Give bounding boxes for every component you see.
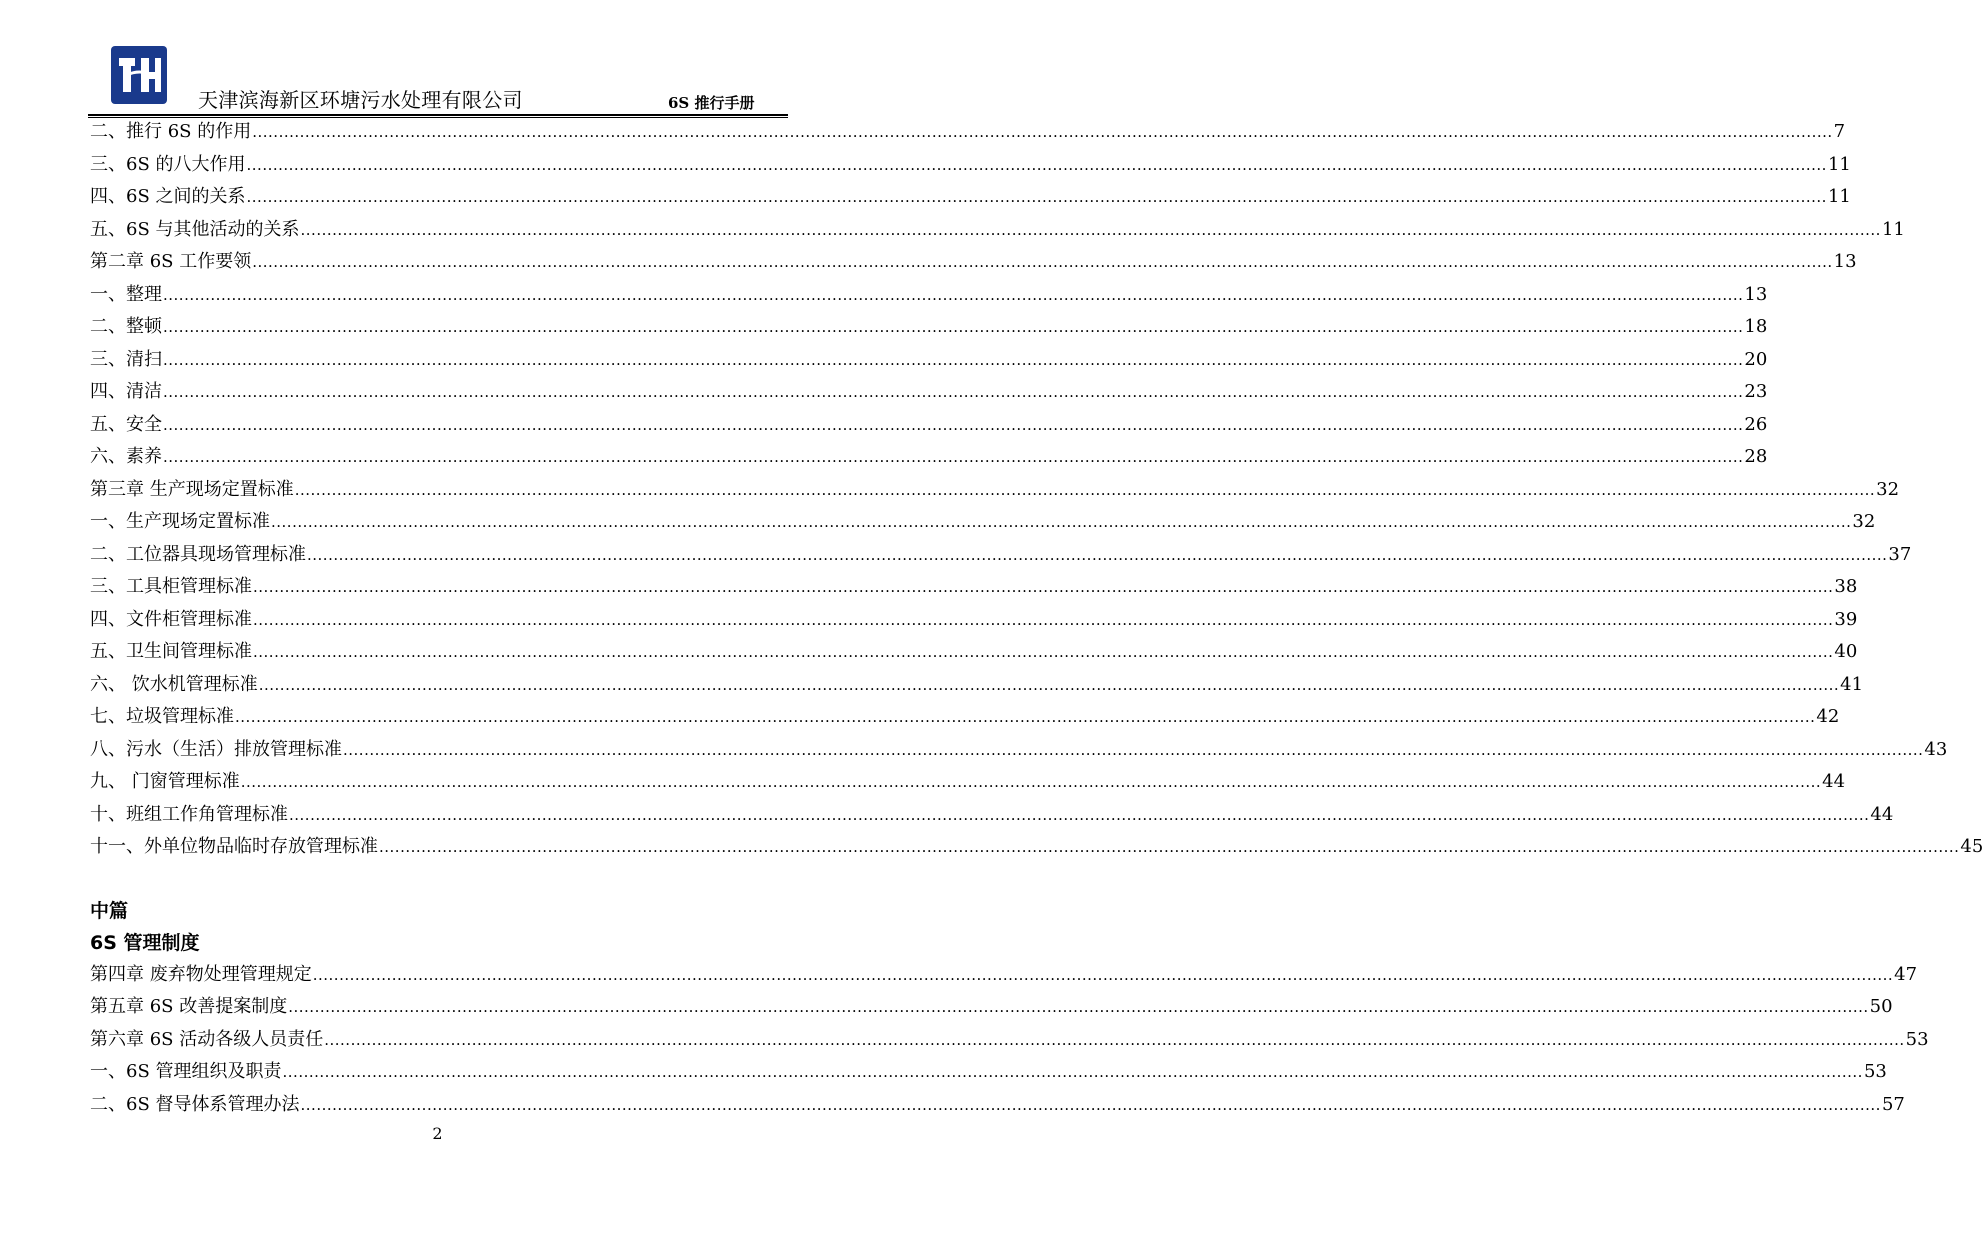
toc-entry[interactable] xyxy=(90,959,1918,992)
toc-entry-label: 第六章 6S 活动各级人员责任 xyxy=(90,1028,324,1050)
toc-entry-label: 十、班组工作角管理标准 xyxy=(90,803,288,825)
toc-leader-dots: ............................................................................................................................................................................................................................................................................................................ xyxy=(240,773,1822,791)
toc-entry-page: 32 xyxy=(1852,511,1876,532)
toc-entry-label: 第三章 生产现场定置标准 xyxy=(90,478,294,500)
toc-entry[interactable] xyxy=(90,311,1768,344)
toc-leader-dots: ............................................................................................................................................................................................................................................................................................................ xyxy=(163,415,1744,434)
toc-entry[interactable] xyxy=(90,214,1905,247)
toc-entry-page: 41 xyxy=(1840,673,1864,695)
toc-leader-dots: ............................................................................................................................................................................................................................................................................................................ xyxy=(271,513,1852,531)
toc-entry-label: 一、生产现场定置标准 xyxy=(90,511,270,532)
toc-leader-dots: ............................................................................................................................................................................................................................................................................................................ xyxy=(307,545,1888,564)
toc-leader-dots: ............................................................................................................................................................................................................................................................................................................ xyxy=(289,805,1870,824)
toc-leader-dots: ............................................................................................................................................................................................................................................................................................................ xyxy=(288,998,1869,1016)
toc-entry-label: 二、6S 督导体系管理办法 xyxy=(90,1093,300,1115)
section-heading: 6S 管理制度 xyxy=(90,931,200,954)
toc-entry[interactable] xyxy=(90,506,1876,539)
toc-entry-label: 七、垃圾管理标准 xyxy=(90,706,234,727)
toc-entry-label: 五、安全 xyxy=(90,413,162,435)
toc-entry-label: 三、工具柜管理标准 xyxy=(90,576,252,597)
toc-leader-dots: ............................................................................................................................................................................................................................................................................................................ xyxy=(163,350,1744,369)
toc-entry-label: 一、整理 xyxy=(90,283,162,305)
toc-entry-label: 三、6S 的八大作用 xyxy=(90,153,246,175)
toc-entry-label: 二、工位器具现场管理标准 xyxy=(90,543,306,565)
toc-leader-dots: ............................................................................................................................................................................................................................................................................................................ xyxy=(253,610,1834,629)
toc-entry[interactable] xyxy=(90,734,1948,767)
toc-entry-page: 44 xyxy=(1822,771,1846,792)
company-logo-icon xyxy=(111,46,167,104)
toc-leader-dots: ............................................................................................................................................................................................................................................................................................................ xyxy=(300,1095,1881,1114)
toc-entry-page: 7 xyxy=(1833,121,1846,142)
toc-entry-page: 28 xyxy=(1744,446,1768,467)
toc-entry-page: 44 xyxy=(1870,803,1894,825)
toc-leader-dots: ............................................................................................................................................................................................................................................................................................................ xyxy=(324,1030,1905,1049)
toc-entry-page: 47 xyxy=(1894,963,1918,985)
toc-entry-page: 57 xyxy=(1881,1093,1905,1115)
toc-entry-label: 三、清扫 xyxy=(90,348,162,370)
part-heading: 中篇 xyxy=(90,899,129,922)
toc-entry-page: 13 xyxy=(1744,283,1768,305)
toc-entry-page: 40 xyxy=(1834,641,1858,662)
toc-group-2 xyxy=(90,959,1929,1122)
toc-leader-dots: ............................................................................................................................................................................................................................................................................................................ xyxy=(252,123,1833,141)
toc-entry-label: 八、污水（生活）排放管理标准 xyxy=(90,738,342,760)
toc-entry-label: 二、整顿 xyxy=(90,316,162,337)
toc-entry-page: 53 xyxy=(1863,1061,1887,1082)
toc-entry[interactable] xyxy=(90,409,1768,442)
toc-entry-page: 23 xyxy=(1744,381,1768,402)
toc-leader-dots: ............................................................................................................................................................................................................................................................................................................ xyxy=(235,708,1816,726)
toc-entry-page: 50 xyxy=(1869,996,1893,1017)
toc-entry[interactable] xyxy=(90,799,1894,832)
page-header xyxy=(0,0,875,120)
toc-entry-page: 38 xyxy=(1834,576,1858,597)
toc-entry[interactable] xyxy=(90,279,1768,312)
toc-entry-label: 十一、外单位物品临时存放管理标准 xyxy=(90,836,378,857)
toc-entry[interactable] xyxy=(90,181,1851,214)
toc-leader-dots: ............................................................................................................................................................................................................................................................................................................ xyxy=(252,253,1833,271)
toc-entry[interactable] xyxy=(90,539,1912,572)
toc-entry-page: 18 xyxy=(1744,316,1768,337)
toc-leader-dots: ............................................................................................................................................................................................................................................................................................................ xyxy=(163,285,1744,304)
toc-leader-dots: ............................................................................................................................................................................................................................................................................................................ xyxy=(246,188,1827,206)
toc-entry[interactable] xyxy=(90,766,1846,799)
toc-entry-page: 42 xyxy=(1816,706,1840,727)
toc-entry-label: 四、文件柜管理标准 xyxy=(90,608,252,630)
toc-entry-label: 九、 门窗管理标准 xyxy=(90,771,240,792)
toc-entry-label: 第四章 废弃物处理管理规定 xyxy=(90,963,312,985)
section-gap xyxy=(90,864,785,895)
toc-entry-label: 五、卫生间管理标准 xyxy=(90,641,252,662)
toc-entry[interactable] xyxy=(90,474,1900,507)
toc-entry[interactable] xyxy=(90,344,1768,377)
toc-leader-dots: ............................................................................................................................................................................................................................................................................................................ xyxy=(312,965,1894,984)
company-name: 天津滨海新区环塘污水处理有限公司 xyxy=(198,88,523,112)
toc-leader-dots: ............................................................................................................................................................................................................................................................................................................ xyxy=(300,220,1881,239)
toc-entry[interactable] xyxy=(90,701,1840,734)
toc-leader-dots: ............................................................................................................................................................................................................................................................................................................ xyxy=(294,480,1876,499)
manual-title: 6S 推行手册 xyxy=(668,94,755,112)
toc-leader-dots: ............................................................................................................................................................................................................................................................................................................ xyxy=(246,155,1827,174)
toc-entry-page: 53 xyxy=(1905,1028,1929,1050)
toc-leader-dots: ............................................................................................................................................................................................................................................................................................................ xyxy=(253,643,1834,661)
toc-leader-dots: ............................................................................................................................................................................................................................................................................................................ xyxy=(253,578,1834,596)
toc-entry[interactable] xyxy=(90,991,1893,1024)
toc-leader-dots: ............................................................................................................................................................................................................................................................................................................ xyxy=(163,448,1744,466)
toc-leader-dots: ............................................................................................................................................................................................................................................................................................................ xyxy=(282,1063,1863,1081)
toc-entry[interactable] xyxy=(90,149,1851,182)
toc-group-1 xyxy=(90,116,1983,864)
toc-entry[interactable] xyxy=(90,636,1858,669)
toc-entry-page: 20 xyxy=(1744,348,1768,370)
toc-entry-page: 11 xyxy=(1881,218,1905,240)
toc-leader-dots: ............................................................................................................................................................................................................................................................................................................ xyxy=(343,740,1924,759)
toc-leader-dots: ............................................................................................................................................................................................................................................................................................................ xyxy=(163,383,1744,401)
toc-leader-dots: ............................................................................................................................................................................................................................................................................................................ xyxy=(258,675,1840,694)
toc-entry-label: 四、清洁 xyxy=(90,381,162,402)
toc-leader-dots: ............................................................................................................................................................................................................................................................................................................ xyxy=(379,838,1960,856)
toc-entry[interactable] xyxy=(90,246,1857,279)
toc-entry[interactable] xyxy=(90,604,1858,637)
toc-entry-page: 32 xyxy=(1876,478,1900,500)
toc-entry[interactable] xyxy=(90,1056,1887,1089)
toc-entry[interactable] xyxy=(90,376,1768,409)
toc-entry-page: 11 xyxy=(1827,186,1851,207)
toc-entry[interactable] xyxy=(90,831,1983,864)
toc-entry[interactable] xyxy=(90,116,1846,149)
toc-entry-label: 一、6S 管理组织及职责 xyxy=(90,1061,282,1082)
toc-entry-label: 第二章 6S 工作要领 xyxy=(90,251,252,272)
toc-entry-label: 二、推行 6S 的作用 xyxy=(90,121,252,142)
toc-leader-dots: ............................................................................................................................................................................................................................................................................................................ xyxy=(163,318,1744,336)
toc-entry[interactable] xyxy=(90,441,1768,474)
toc-entry-label: 四、6S 之间的关系 xyxy=(90,186,246,207)
toc-entry-page: 13 xyxy=(1833,251,1857,272)
toc-entry[interactable] xyxy=(90,1089,1905,1122)
toc-entry-page: 11 xyxy=(1827,153,1851,175)
toc-entry-label: 六、 饮水机管理标准 xyxy=(90,673,258,695)
toc-entry-page: 26 xyxy=(1744,413,1768,435)
toc-entry-page: 37 xyxy=(1888,543,1912,565)
toc-entry-label: 五、6S 与其他活动的关系 xyxy=(90,218,300,240)
toc-entry-page: 45 xyxy=(1960,836,1983,857)
toc-entry-page: 43 xyxy=(1924,738,1948,760)
table-of-contents xyxy=(90,116,1983,1121)
page-number: 2 xyxy=(432,1124,443,1143)
toc-entry[interactable] xyxy=(90,669,1864,702)
toc-entry[interactable] xyxy=(90,1024,1929,1057)
toc-entry[interactable] xyxy=(90,571,1858,604)
toc-entry-label: 第五章 6S 改善提案制度 xyxy=(90,996,288,1017)
toc-entry-page: 39 xyxy=(1834,608,1858,630)
toc-entry-label: 六、素养 xyxy=(90,446,162,467)
